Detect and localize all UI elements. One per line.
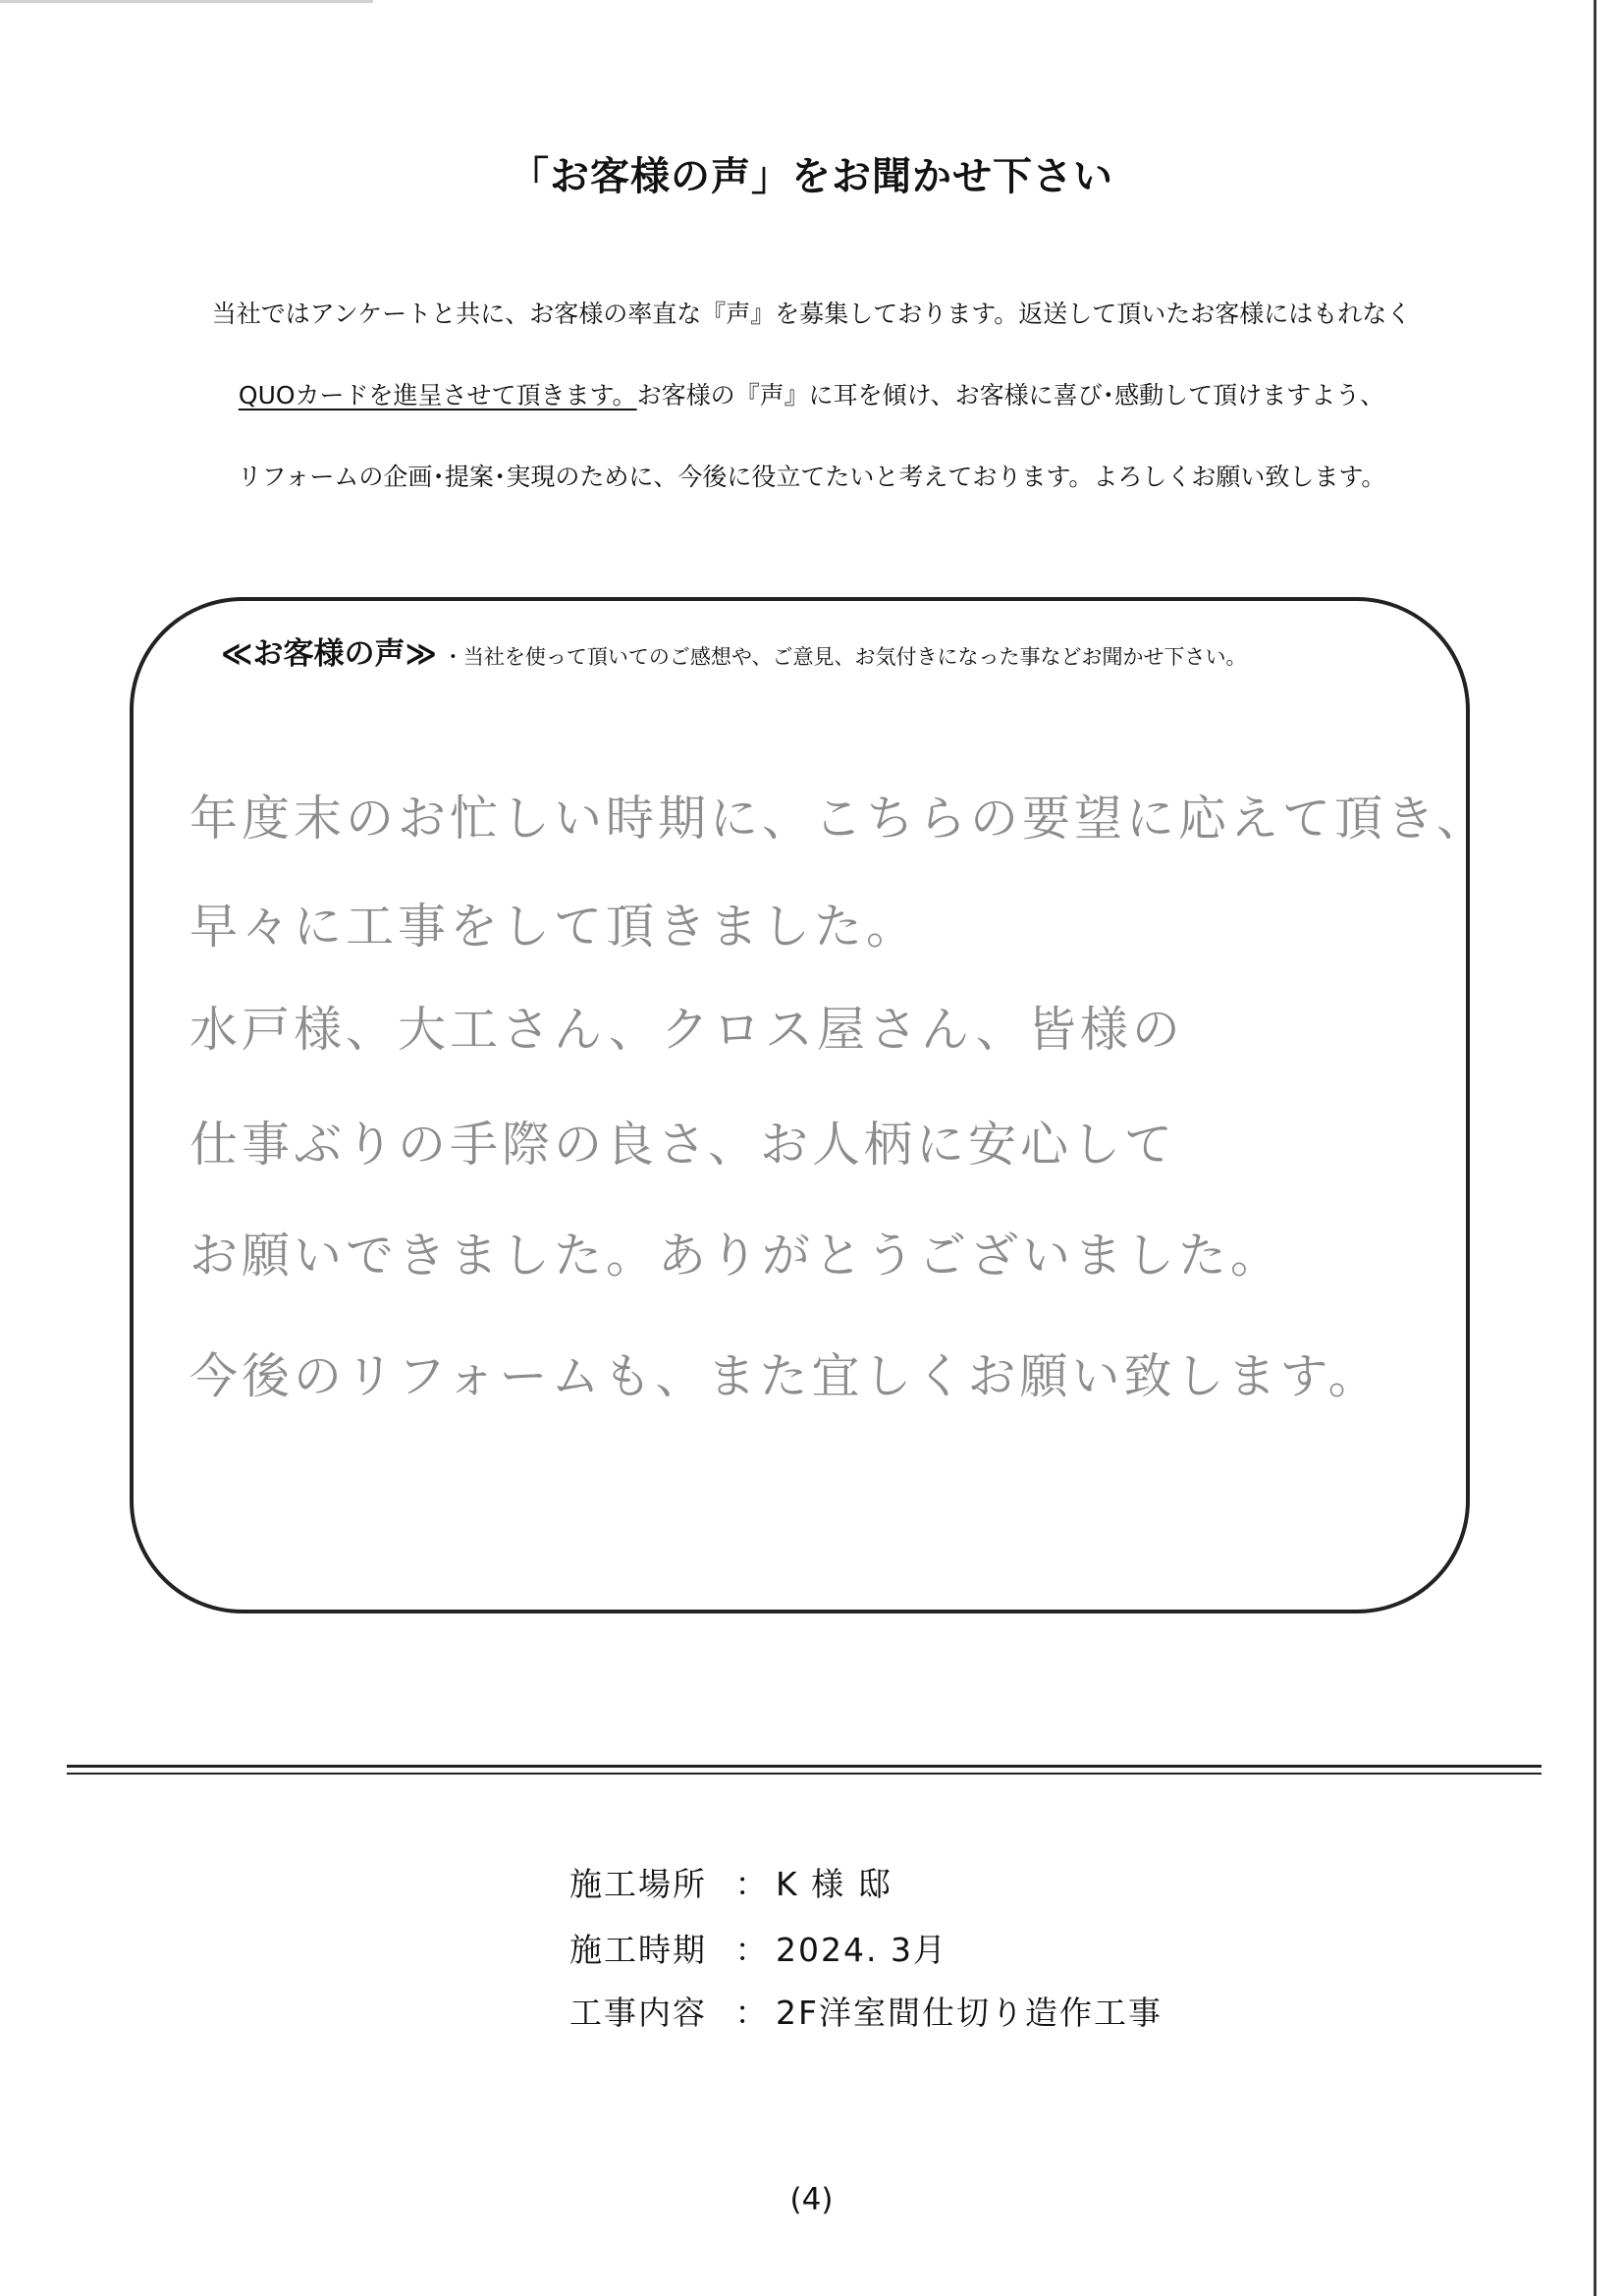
- detail-value: K 様 邸: [776, 1865, 893, 1903]
- detail-row-period: [569, 1925, 947, 1971]
- voice-box-label: ≪お客様の声≫: [221, 636, 437, 672]
- detail-value: 2024. 3月: [776, 1931, 947, 1969]
- intro-line-1: 当社ではアンケートと共に、お客様の率直な『声』を募集しております。返送して頂いたお客様にはもれなく: [211, 300, 1412, 328]
- scan-smudge: [0, 0, 373, 3]
- customer-voice-box: [130, 597, 1470, 1613]
- handwritten-line-3: 水戸様、大工さん、クロス屋さん、皆様の: [189, 1002, 1184, 1058]
- intro-line-3: リフォームの企画･提案･実現のために、今後に役立てたいと考えております。よろしくお願い致します。: [237, 463, 1386, 491]
- detail-row-work: [569, 1988, 1163, 2034]
- voice-box-prompt: ・当社を使って頂いてのご感想や、ご意見、お気付きになった事などお聞かせ下さい。: [442, 645, 1247, 669]
- voice-box-heading: [221, 629, 1246, 673]
- handwritten-line-4: 仕事ぶりの手際の良さ、お人柄に安心して: [189, 1117, 1177, 1173]
- page-title: 「お客様の声」をお聞かせ下さい: [510, 154, 1113, 199]
- detail-key: 工事内容: [569, 1994, 707, 2032]
- detail-separator: ：: [734, 1931, 768, 1969]
- handwritten-line-6: 今後のリフォームも、また宜しくお願い致します。: [189, 1348, 1380, 1404]
- detail-key: 施工時期: [569, 1931, 707, 1969]
- detail-separator: ：: [734, 1994, 768, 2032]
- double-divider-top: [67, 1765, 1542, 1768]
- handwritten-line-5: お願いできました。ありがとうございました。: [189, 1228, 1283, 1284]
- intro-line-2: [0, 376, 1623, 411]
- detail-separator: ：: [734, 1865, 768, 1903]
- handwritten-line-2: 早々に工事をして頂きました。: [189, 899, 919, 955]
- intro-line-2-rest: お客様の『声』に耳を傾け、お客様に喜び･感動して頂けますよう、: [636, 381, 1385, 410]
- scan-edge-line: [1594, 0, 1596, 2296]
- detail-value: 2F洋室間仕切り造作工事: [776, 1994, 1163, 2032]
- page-number: (4): [789, 2182, 834, 2217]
- quo-card-notice: QUOカードを進呈させて頂きます。: [238, 381, 637, 410]
- detail-key: 施工場所: [569, 1865, 707, 1903]
- handwritten-line-1: 年度末のお忙しい時期に、こちらの要望に応えて頂き、: [189, 791, 1489, 847]
- double-divider-bottom: [67, 1773, 1542, 1775]
- detail-row-location: [569, 1859, 893, 1905]
